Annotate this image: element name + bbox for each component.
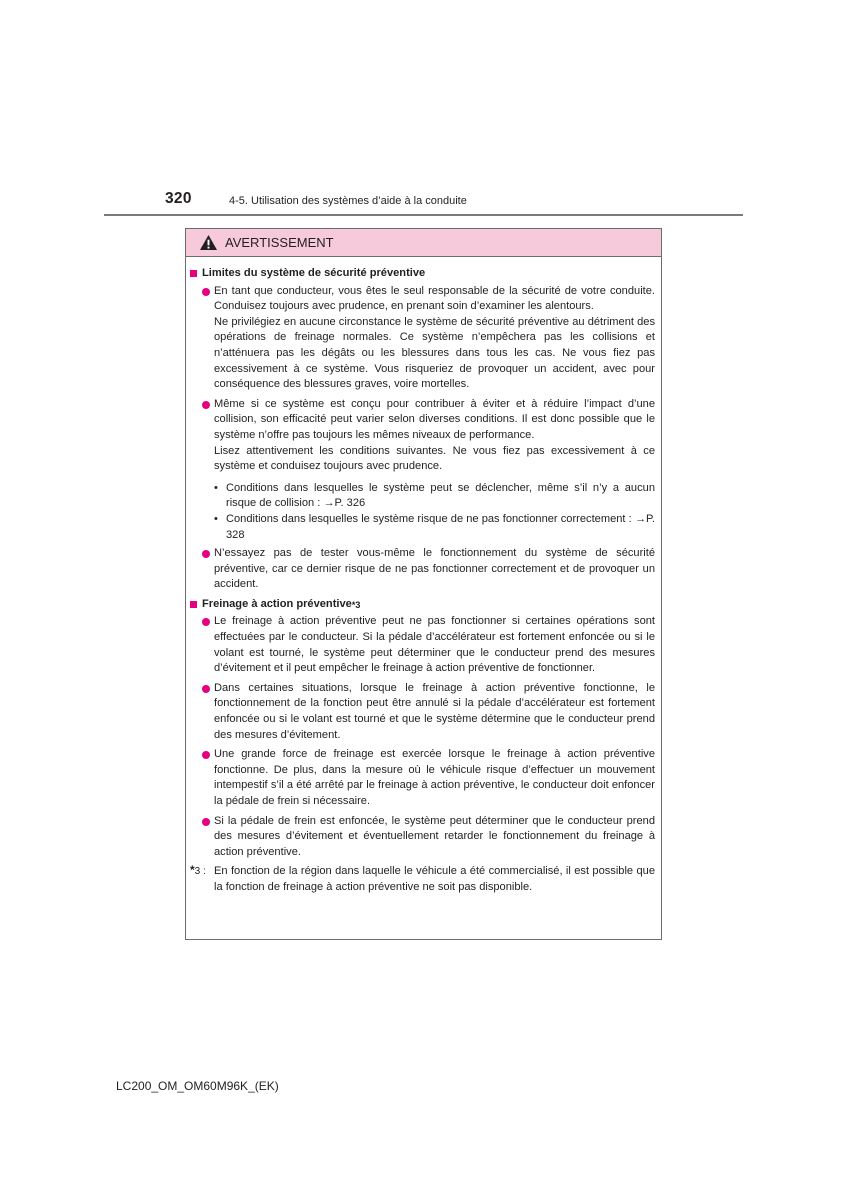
footnote-separator: :: [203, 866, 206, 878]
section-heading-freinage: Freinage à action préventive *3: [190, 597, 655, 613]
circle-bullet-icon: [202, 818, 210, 826]
warning-box: [185, 228, 662, 940]
paragraph: Ne privilégiez en aucune circonstance le système de sécurité préventive au détriment des opérations de freinage normales. Ce système n’empêchera pas les collisions et n’atténuera pas les dégâts ou les blessures dans tous les cas. Ne vous fiez pas excessivement à ce système. Vous risqueriez de provoquer un accident, avec pour conséquence des blessures graves, voire mortelles.: [214, 315, 655, 391]
warning-header: [186, 229, 661, 257]
sub-item: [190, 512, 655, 543]
circle-bullet-icon: [202, 550, 210, 558]
footnote-star: *: [190, 863, 195, 878]
warning-triangle-icon: [199, 234, 218, 251]
warning-title: AVERTISSEMENT: [225, 235, 334, 250]
sub-list: [190, 481, 655, 543]
paragraph: Même si ce système est conçu pour contribuer à éviter et à réduire l’impact d’une collision, son efficacité peut varier selon diverses conditions. Il est donc possible que le système n’offre pas toujours les mêmes niveaux de performance.: [214, 397, 655, 441]
sub-item-text: Conditions dans lesquelles le système risque de ne pas fonctionner correctement : →P. 328: [226, 512, 655, 541]
paragraph: Dans certaines situations, lorsque le freinage à action préventive fonctionne, le fonctionnement de la fonction peut être annulé si la pédale d’accélérateur est fortement enfoncée ou si le volant est tourné et que le système détermine que le conducteur prend des mesures d’évitement.: [214, 681, 655, 741]
list-item: [190, 814, 655, 861]
list-item: [190, 614, 655, 676]
header-rule: [104, 214, 743, 216]
paragraph: Le freinage à action préventive peut ne pas fonctionner si certaines opérations sont effectuées par le conducteur. Si la pédale d’accélérateur est fortement enfoncée ou si le volant est tourné, le système peut déterminer que le conducteur prend des mesures d’évitement et il peut empêcher le freinage à action préventive de fonctionner.: [214, 615, 655, 675]
list-item: [190, 546, 655, 593]
paragraph: Lisez attentivement les conditions suivantes. Ne vous fiez pas excessivement à ce système et conduisez toujours avec prudence.: [214, 444, 655, 473]
sub-item: [190, 481, 655, 512]
circle-bullet-icon: [202, 288, 210, 296]
paragraph: Si la pédale de frein est enfoncée, le système peut déterminer que le conducteur prend des mesures d’évitement et éventuellement retarder le fonctionnement du freinage à action préventive.: [214, 814, 655, 858]
paragraph: Une grande force de freinage est exercée lorsque le freinage à action préventive fonctionne. De plus, dans la mesure où le véhicule risque d’effectuer un mouvement intempestif s’il a été arrêté par le freinage à action préventive, le conducteur doit enfoncer la pédale de frein si nécessaire.: [214, 748, 655, 807]
circle-bullet-icon: [202, 751, 210, 759]
paragraph: En tant que conducteur, vous êtes le seul responsable de la sécurité de votre conduite. Conduisez toujours avec prudence, en prenant soin d’examiner les alentours.: [214, 284, 655, 313]
heading-text: Limites du système de sécurité préventive: [202, 267, 426, 279]
square-bullet-icon: [190, 270, 197, 277]
section-title: 4-5. Utilisation des systèmes d’aide à la conduite: [229, 195, 467, 207]
list-item: [190, 681, 655, 743]
footnote-number: 3: [194, 866, 201, 878]
footnote-mark: [190, 863, 206, 880]
sub-bullet-mark: •: [214, 481, 218, 494]
footnote: [190, 864, 655, 895]
warning-content: [186, 257, 661, 896]
square-bullet-icon: [190, 601, 197, 608]
footnote-text: En fonction de la région dans laquelle le véhicule a été commercialisé, il est possible que la fonction de freinage à action préventive ne soit pas disponible.: [214, 865, 655, 893]
heading-text: Freinage à action préventive: [202, 597, 352, 610]
list-item: [190, 747, 655, 809]
circle-bullet-icon: [202, 401, 210, 409]
paragraph: N’essayez pas de tester vous-même le fonctionnement du système de sécurité préventive, car ce dernier risque de ne pas fonctionner correctement et de provoquer un accident.: [214, 547, 655, 591]
section-heading-limites: [190, 266, 655, 282]
sub-item-text: Conditions dans lesquelles le système peut se déclencher, même s’il n’y a aucun risque de collision : →P. 326: [226, 481, 655, 510]
circle-bullet-icon: [202, 618, 210, 626]
list-item: [190, 284, 655, 393]
list-item: [190, 397, 655, 475]
sub-bullet-mark: •: [214, 512, 218, 525]
document-code: LC200_OM_OM60M96K_(EK): [116, 1079, 279, 1093]
page-number: 320: [165, 190, 192, 207]
circle-bullet-icon: [202, 685, 210, 693]
